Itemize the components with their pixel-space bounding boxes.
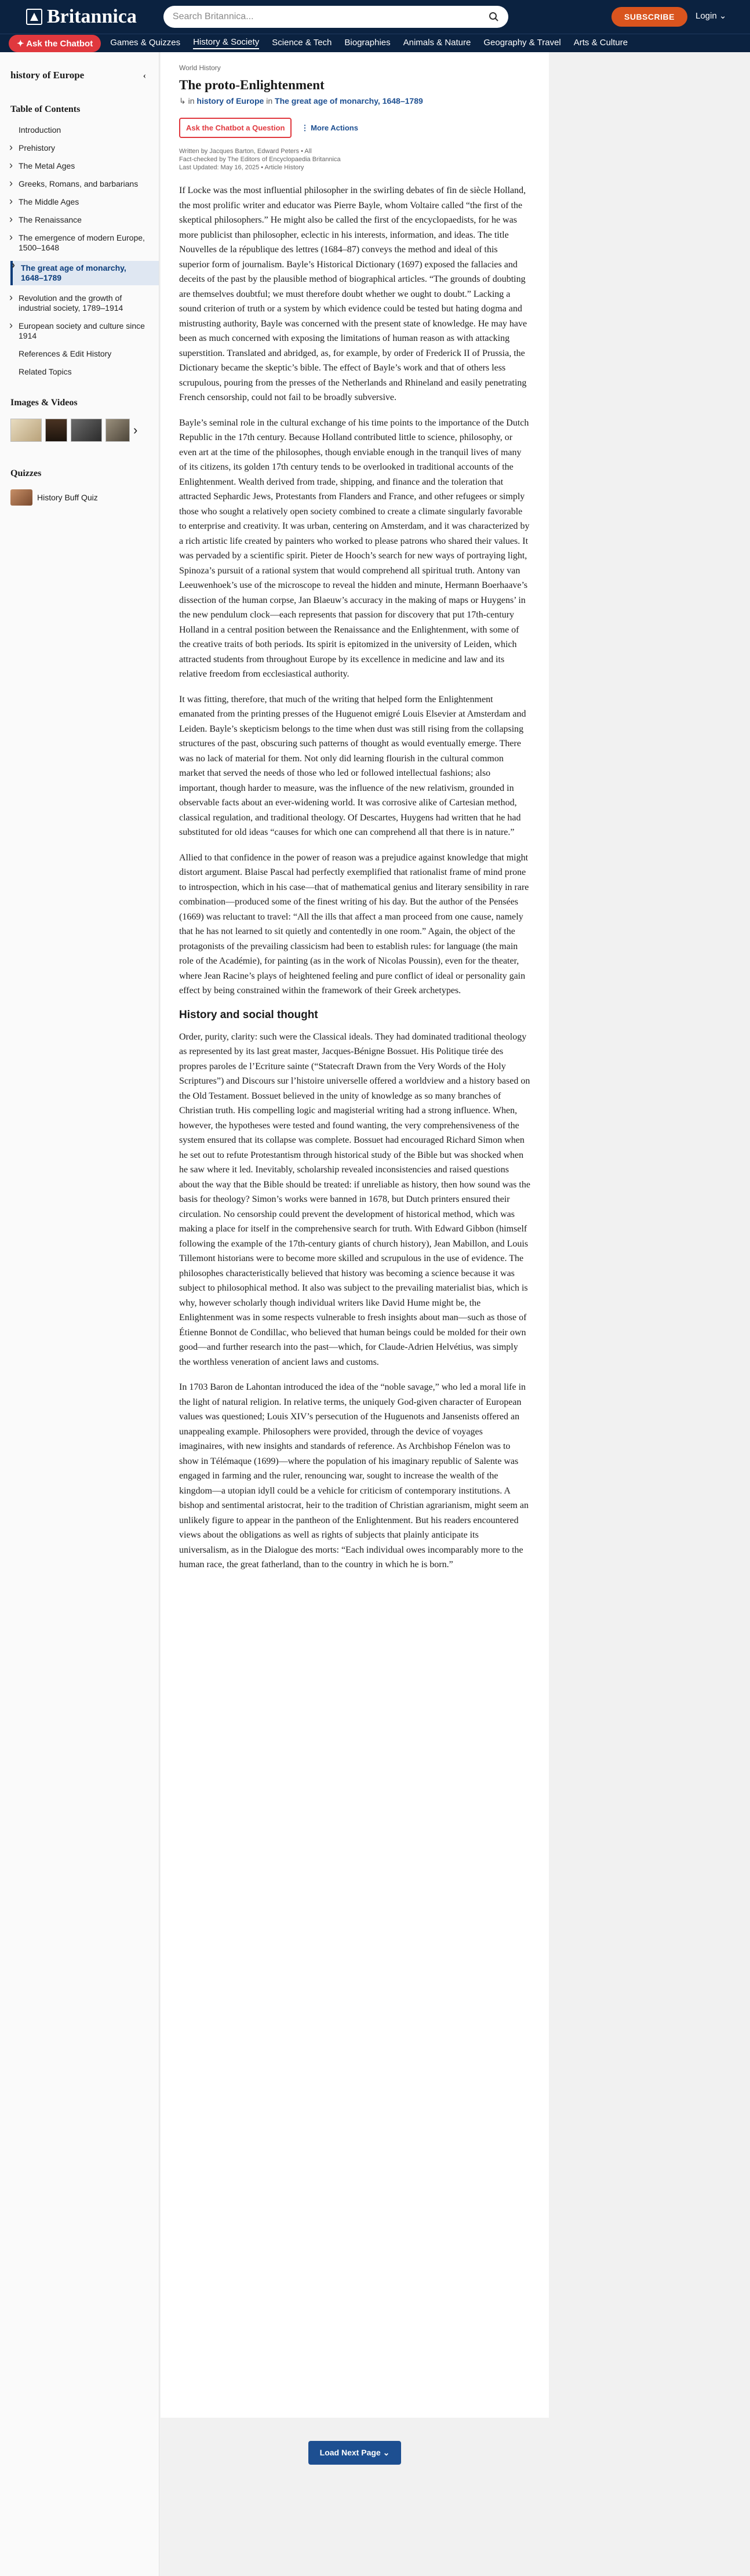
right-gutter <box>549 52 750 2576</box>
quizzes-heading: Quizzes <box>10 468 42 478</box>
media-thumb-engraving[interactable] <box>105 419 130 442</box>
sidebar <box>0 52 159 2576</box>
toc-item-related-topics[interactable]: Related Topics <box>19 367 72 376</box>
nav-arts-culture[interactable]: Arts & Culture <box>573 38 628 48</box>
quiz-thumb <box>10 489 32 506</box>
toc-item-prehistory[interactable]: › Prehistory <box>19 143 159 153</box>
section-link[interactable]: The great age of monarchy, 1648–1789 <box>275 96 423 106</box>
login-label: Login <box>696 11 717 21</box>
media-heading: Images & Videos <box>10 398 78 408</box>
chevron-down-icon: ⌄ <box>719 11 727 21</box>
in-label: in <box>188 96 195 106</box>
main-column <box>161 52 549 2576</box>
media-carousel <box>10 419 159 442</box>
toc-item-revolution[interactable]: › Revolution and the growth of industrial society, 1789–1914 <box>19 293 159 313</box>
ask-chatbot-question-button[interactable]: Ask the Chatbot a Question <box>179 118 292 138</box>
toc-item-age-of-monarchy[interactable]: › The great age of monarchy, 1648–1789 <box>10 261 159 285</box>
nav-geography-travel[interactable]: Geography & Travel <box>483 38 561 48</box>
toc-heading: Table of Contents <box>10 104 81 114</box>
paragraph-5: Order, purity, clarity: such were the Classical ideals. They had dominated traditional theology as represented by its last great master, Jacques-Bénigne Bossuet. His Politique tirée des propres paroles de l’Ecriture sainte (“Statecraft Drawn from the Very Words of the Holy Scriptures”) and Discours sur l’histoire universelle offered a worldview and a history based on the Old Testament. Bossuet believed in the unity of knowledge as so many branches of Christian truth. His compelling logic and magisterial writing had a strong influence. When, however, the hypotheses were tested and found wanting, the very comprehensiveness of the system ensured that its collapse was complete. Bossuet had encouraged Richard Simon when he set out to refute Protestantism through historical study of the Bible but was shocked when he saw where it led. Inevitably, scholarship revealed inconsistencies and raised questions about the way that the Bible should be treated: if unreliable as history, then how sound was the basis for theology? Simon’s works were banned in 1678, but Dutch printers ensured their circulation. No censorship could prevent the development of historical method, which was making a place for itself in the comprehensive search for truth. With Edward Gibbon (himself following the example of the 17th-century giants of church history), Jean Mabillon, and Louis Tillemont historians were to become more skilled and scrupulous in the use of evidence. The philosophes characteristically believed that history was becoming a science because it was subject to philosophical method. It also was subject to the prevailing materialist bias, which is why, however scholarly though individual writers like David Hume might be, the Enlightenment was in some respects vulnerable to fresh insights about man—such as those of Étienne Bonnot de Condillac, who believed that human beings could be molded for their own good—and further research into the past—which, for Claude-Adrien Helvétius, was simply the worthless veneration of ancient laws and customs. <box>179 1031 530 1367</box>
media-thumb-map[interactable] <box>10 419 42 442</box>
top-bar <box>0 0 750 34</box>
toc-item-modern-europe[interactable]: › The emergence of modern Europe, 1500–1648 <box>19 233 159 253</box>
search-input[interactable] <box>163 6 508 28</box>
media-thumb-portrait[interactable] <box>45 419 67 442</box>
toc-list <box>10 125 159 377</box>
parent-article-link[interactable]: history of Europe <box>196 96 264 106</box>
section-heading-history-social-thought: History and social thought <box>179 1008 318 1021</box>
paragraph-2: Bayle’s seminal role in the cultural exchange of his time points to the importance of the Dutch Republic in the 17th century. Because Holland contributed little to science, philosophy, or even art at the time of the philosophes, though enviable enough in the tranquil lives of many of its citizens, its golden 17th century tends to be overlooked in traditional accounts of the Enlightenment. Wealth derived from trade, shipping, and finance and the toleration that attracted Sephardic Jews, Protestants from Flanders and France, and other refugees or simply those who sought a relatively open society combined to create a climate singularly favorable to enterprise and creativity. It was urban, centering on Amsterdam, and it was characterized by a rich artistic life created by painters who worked to please patrons who shared their values. It was pervaded by a scientific spirit. Pieter de Hooch’s search for new ways of portraying light, Spinoza’s pursuit of a rational system that would comprehend all spiritual truth. Antony van Leeuwenhoek’s use of the microscope to reveal the hidden and minute, Hermann Boerhaave’s dissection of the human corpse, Jan Blaeuw’s accuracy in the making of maps or Huygens’ in the new pendulum clock—each represents that passion for discovery that put 17th-century Holland in a central position between the Renaissance and the Enlightenment, with some of the creative traits of both periods. Its spirit is epitomized in the university of Leiden, which attracted students from throughout Europe by its excellence in medicine and law and its relative freedom from ecclesiastical authority. <box>179 417 530 679</box>
kebab-icon: ⋮ <box>301 123 309 132</box>
login-button[interactable] <box>696 10 726 21</box>
action-row <box>179 118 530 138</box>
search-icon[interactable] <box>489 12 499 22</box>
thistle-icon <box>26 9 42 25</box>
load-next-page-button[interactable] <box>308 2441 402 2465</box>
collapse-sidebar-icon[interactable]: ‹ <box>143 71 146 81</box>
paragraph-4: Allied to that confidence in the power of reason was a prejudice against knowledge that might distort argument. Blaise Pascal had perfectly exemplified that rationalist frame of mind prone to introspection, which in his case—that of mathematical genius and literary sensibility in rare combination—produced some of the finest writing of his day. But the author of the Pensées (1669) was reluctant to travel: “All the ills that affect a man proceed from one cause, namely that he has not learned to sit quietly and contentedly in one room.” Again, the object of the protagonists of the prevailing classicism had been to establish rules: for language (the main role of the Académie), for painting (as in the work of Nicolas Poussin), even for the theater, where Jean Racine’s plays of heightened feeling and pure conflict of ideal or personality gain effect by being constrained within the framework of their Greek archetypes. <box>179 852 529 995</box>
in-label-2: in <box>266 96 273 106</box>
chevron-down-icon: ⌄ <box>383 2448 390 2457</box>
media-thumb-painting[interactable] <box>71 419 102 442</box>
nav-biographies[interactable]: Biographies <box>344 38 391 48</box>
category-nav <box>0 34 750 52</box>
ask-chatbot-button[interactable]: ✦ Ask the Chatbot <box>9 35 101 52</box>
search-placeholder: Search Britannica... <box>172 12 254 21</box>
article <box>161 52 549 2418</box>
nav-games-quizzes[interactable]: Games & Quizzes <box>110 38 181 48</box>
quiz-label: History Buff Quiz <box>37 493 98 502</box>
chevron-right-icon[interactable]: › <box>133 423 138 437</box>
load-next-container <box>161 2418 549 2488</box>
paragraph-6: In 1703 Baron de Lahontan introduced the idea of the “noble savage,” who led a moral life in the light of natural religion. In relative terms, the uniquely God-given character of European values was questioned; Louis XIV’s persecution of the Huguenots and Jansenists offered an unappealing example. Philosophers were provided, through the device of voyages imaginaires, with new insights and standards of reference. As Archbishop Fénelon was to show in Télémaque (1699)—where the population of his imaginary republic of Salente was engaged in farming and the ruler, renouncing war, sought to increase the wealth of the kingdom—a utopian idyll could be a vehicle for criticism of contemporary institutions. A bishop and sentimental aristocrat, heir to the tradition of Christian agrarianism, might seem an unlikely figure to appear in the pantheon of the Enlightenment. But his readers encountered views about the obligations as well as rights of subjects that plainly anticipate its universalism, as in the Dialogue des morts: “Each individual owes incomparably more to the human race, the great fatherland, than to the country in which he is born.” <box>179 1382 529 1569</box>
toc-item-introduction[interactable]: Introduction <box>19 125 61 135</box>
article-context <box>179 96 530 106</box>
brand-name: Britannica <box>47 6 137 27</box>
page-title: The proto-Enlightenment <box>179 78 325 92</box>
toc-item-references[interactable]: References & Edit History <box>19 349 112 358</box>
sidebar-title <box>10 70 159 81</box>
sidebar-title-text: history of Europe <box>10 70 85 81</box>
quiz-item[interactable] <box>10 489 159 506</box>
nav-animals-nature[interactable]: Animals & Nature <box>403 38 471 48</box>
fact-check-line[interactable]: Fact-checked by The Editors of Encyclopaedia Britannica <box>179 156 341 163</box>
nav-history-society[interactable]: History & Society <box>193 37 259 49</box>
chatbot-label: Ask the Chatbot <box>26 38 93 49</box>
more-actions-label: More Actions <box>311 123 358 132</box>
article-meta <box>179 147 530 172</box>
author-line[interactable]: Written by Jacques Barton, Edward Peters • All <box>179 148 312 155</box>
breadcrumb[interactable]: World History <box>179 64 221 72</box>
load-next-label: Load Next Page <box>319 2448 381 2457</box>
nav-science-tech[interactable]: Science & Tech <box>272 38 332 48</box>
updated-line[interactable]: Last Updated: May 16, 2025 • Article History <box>179 164 304 171</box>
toc-item-metal-ages[interactable]: › The Metal Ages <box>19 161 159 171</box>
hierarchy-icon: ↳ <box>179 96 186 106</box>
paragraph-3: It was fitting, therefore, that much of the writing that helped form the Enlightenment emanated from the printing presses of the Huguenot emigré Louis Elsevier at Amsterdam and Leiden. Bayle’s skepticism belongs to the time when dust was still rising from the collapsing structures of the past, obscuring such patterns of thought as would eventually emerge. There was no lack of material for them. Not only did learning flourish in the cultural common market that served the needs of those who led or followed intellectual fashions; also important, though harder to measure, was the influence of the new relativism, grounded in observable facts about an ever-widening world. It was corrosive alike of Cartesian method, classical regulation, and traditional theology. Of Descartes, Huygens had written that he had substituted for old ideas “causes for which one can comprehend all that there is in nature.” <box>179 694 526 837</box>
subscribe-button[interactable]: SUBSCRIBE <box>611 7 687 27</box>
toc-item-since-1914[interactable]: › European society and culture since 1914 <box>19 321 159 341</box>
paragraph-1: If Locke was the most influential philosopher in the swirling debates of fin de siècle Holland, the most prolific writer and educator was Pierre Bayle, whom Voltaire called “the first of the skeptical philosophers.” He might also be called the first of the encyclopaedists, for he was more publicist than philosopher, eclectic in his interests, information, and ideas. The title Nouvelles de la république des lettres (1684–87) conveys the method and ideal of this superior form of journalism. Bayle’s Historical Dictionary (1697) exposed the fallacies and deceits of the past by the plausible method of biographical articles. “The grounds of doubting are themselves doubtful; we must therefore doubt whether we ought to doubt.” Lacking a sound criterion of truth or a system by which evidence could be tested but hating dogma and mistrusting authority, Bayle was concerned with the present state of knowledge. He may have been as much concerned with exposing the limitations of human reason as with attacking superstition. Translated and abridged, as, for example, by order of Frederick II of Prussia, the Dictionary became the skeptic’s bible. The effect of Bayle’s work and that of others less scrupulous, pouring from the presses of the Netherlands and Rhineland and easily penetrating French censorship, could not fail to be broadly subversive. <box>179 186 527 402</box>
toc-item-middle-ages[interactable]: › The Middle Ages <box>19 197 159 207</box>
more-actions-button[interactable] <box>301 123 358 133</box>
britannica-logo[interactable] <box>26 6 137 28</box>
toc-item-greeks-romans[interactable]: › Greeks, Romans, and barbarians <box>19 179 159 189</box>
toc-item-renaissance[interactable]: › The Renaissance <box>19 215 159 225</box>
